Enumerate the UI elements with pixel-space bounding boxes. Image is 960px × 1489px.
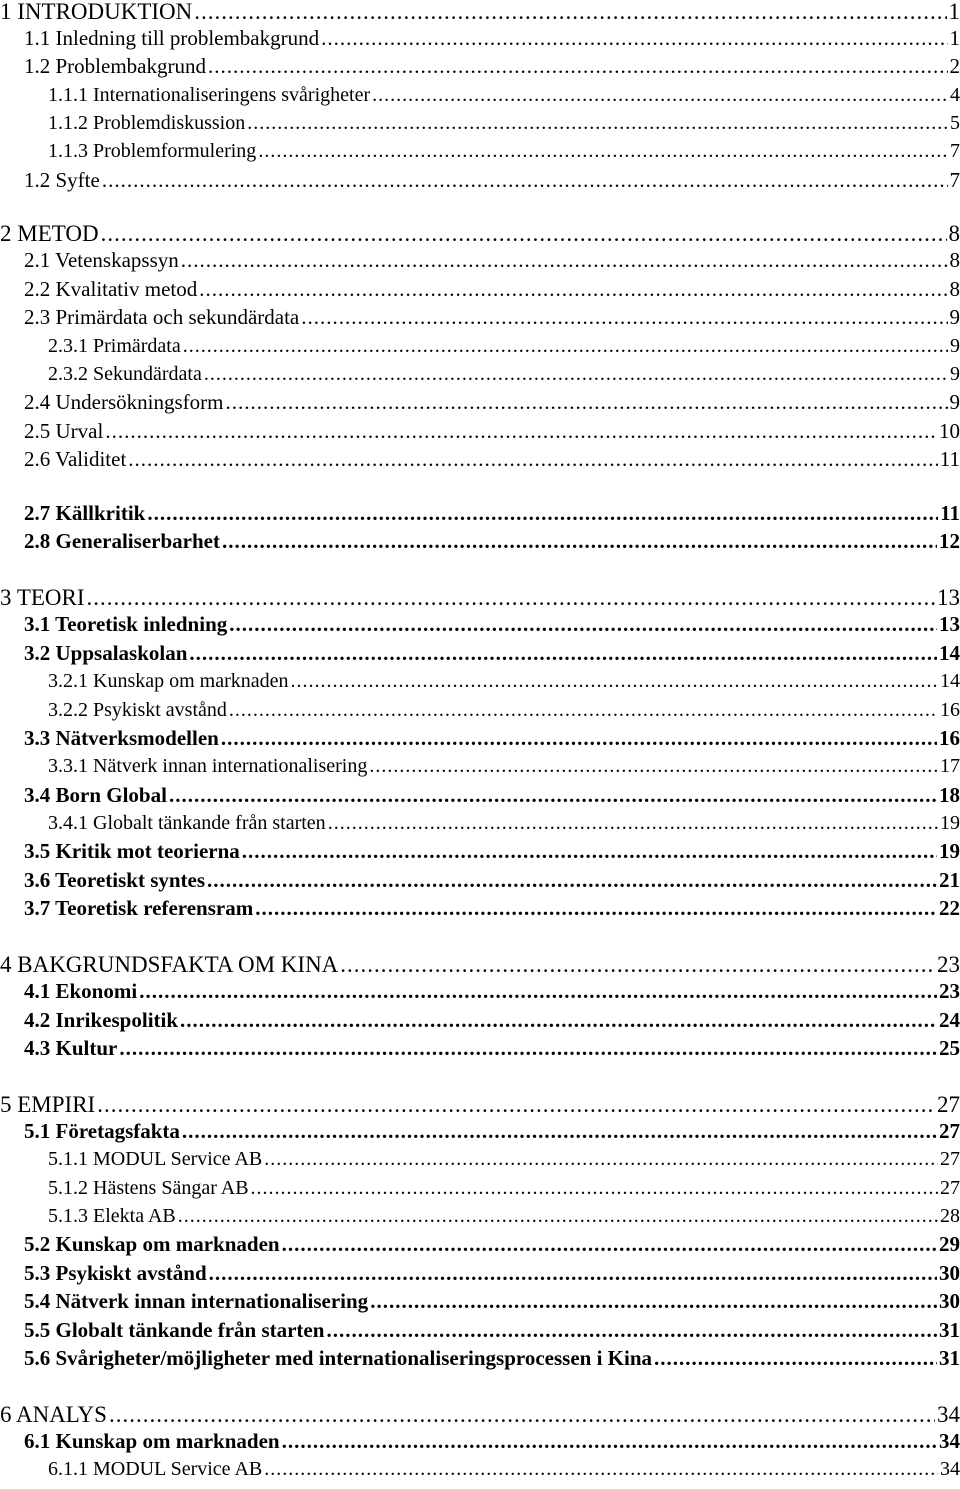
toc-entry-page-number: 30	[939, 1289, 960, 1313]
dot-leader	[199, 279, 947, 300]
toc-entry-page-number: 7	[949, 168, 960, 192]
toc-entry[interactable]	[0, 421, 960, 442]
dot-leader	[180, 1010, 937, 1031]
dot-leader	[139, 981, 937, 1002]
toc-entry[interactable]	[0, 813, 960, 833]
toc-entry-page-number: 9	[949, 305, 960, 329]
toc-entry-title: 3.2.1 Kunskap om marknaden	[48, 670, 289, 692]
toc-entry-page-number: 19	[940, 812, 960, 834]
dot-leader	[242, 841, 937, 862]
dot-leader	[301, 307, 947, 328]
toc-entry-page-number: 9	[949, 390, 960, 414]
toc-entry[interactable]	[0, 279, 960, 300]
toc-entry-page-number: 11	[940, 501, 960, 525]
toc-entry-title: 3.1 Teoretisk inledning	[24, 612, 228, 636]
toc-entry[interactable]	[0, 113, 960, 133]
toc-entry[interactable]	[0, 586, 960, 609]
toc-entry-title: 3.2.2 Psykiskt avstånd	[48, 699, 227, 721]
toc-entry-page-number: 25	[939, 1036, 960, 1060]
dot-leader	[169, 785, 937, 806]
toc-entry-title: 3.3 Nätverksmodellen	[24, 726, 219, 750]
toc-entry[interactable]	[0, 222, 960, 245]
toc-entry-page-number: 8	[949, 277, 960, 301]
toc-entry[interactable]	[0, 503, 960, 524]
dot-leader	[370, 1291, 937, 1312]
dot-leader	[251, 1178, 938, 1198]
toc-entry[interactable]	[0, 336, 960, 356]
toc-entry-title: 1.2 Problembakgrund	[24, 54, 206, 78]
toc-entry-page-number: 27	[940, 1177, 960, 1199]
toc-entry-title: 2.6 Validitet	[24, 447, 127, 471]
dot-leader	[119, 1038, 937, 1059]
toc-entry-title: 5.6 Svårigheter/möjligheter med internationaliseringsprocessen i Kina	[24, 1346, 653, 1370]
toc-entry[interactable]	[0, 898, 960, 919]
dot-leader	[372, 85, 948, 105]
dot-leader	[258, 141, 948, 161]
toc-entry-page-number: 9	[950, 363, 960, 385]
toc-entry-title: 2.4 Undersökningsform	[24, 390, 224, 414]
toc-entry-page-number: 28	[940, 1205, 960, 1227]
toc-entry[interactable]	[0, 1149, 960, 1169]
dot-leader	[102, 170, 948, 191]
toc-entry-title: 2 METOD	[0, 221, 99, 246]
toc-entry[interactable]	[0, 1291, 960, 1312]
toc-entry-title: 1.1 Inledning till problembakgrund	[24, 26, 320, 50]
toc-entry-title: 5.1.1 MODUL Service AB	[48, 1148, 263, 1170]
toc-entry[interactable]	[0, 170, 960, 191]
toc-entry-page-number: 31	[939, 1346, 960, 1370]
dot-leader	[291, 671, 938, 691]
toc-entry[interactable]	[0, 1038, 960, 1059]
dot-leader	[264, 1459, 938, 1479]
dot-leader	[207, 870, 937, 891]
toc-entry-title: 2.3.1 Primärdata	[48, 335, 181, 357]
toc-entry-page-number: 34	[937, 1402, 960, 1427]
toc-entry-page-number: 23	[937, 952, 960, 977]
dot-leader	[87, 586, 935, 609]
toc-entry[interactable]	[0, 1234, 960, 1255]
toc-entry-page-number: 27	[939, 1119, 960, 1143]
dot-leader	[221, 728, 937, 749]
toc-entry-page-number: 1	[948, 0, 960, 24]
toc-entry-title: 2.7 Källkritik	[24, 501, 146, 525]
dot-leader	[109, 1403, 935, 1426]
toc-entry[interactable]	[0, 1403, 960, 1426]
toc-entry-title: 5.1 Företagsfakta	[24, 1119, 180, 1143]
toc-entry[interactable]	[0, 1320, 960, 1341]
dot-leader	[369, 756, 938, 776]
toc-entry[interactable]	[0, 531, 960, 552]
dot-leader	[321, 28, 947, 49]
toc-entry[interactable]	[0, 756, 960, 776]
dot-leader	[204, 364, 948, 384]
toc-entry-title: 4 BAKGRUNDSFAKTA OM KINA	[0, 952, 339, 977]
toc-entry[interactable]	[0, 1263, 960, 1284]
toc-entry-page-number: 27	[937, 1092, 960, 1117]
toc-entry-title: 2.5 Urval	[24, 419, 104, 443]
dot-leader	[209, 1263, 937, 1284]
toc-entry-page-number: 24	[939, 1008, 960, 1032]
toc-entry-page-number: 16	[939, 726, 960, 750]
toc-entry-title: 4.1 Ekonomi	[24, 979, 138, 1003]
toc-entry[interactable]	[0, 1348, 960, 1369]
toc-entry-title: 3.5 Kritik mot teorierna	[24, 839, 240, 863]
dot-leader	[247, 113, 948, 133]
toc-entry[interactable]	[0, 870, 960, 891]
toc-entry-page-number: 2	[949, 54, 960, 78]
dot-leader	[183, 336, 948, 356]
toc-entry[interactable]	[0, 1431, 960, 1452]
dot-leader	[128, 449, 937, 470]
dot-leader	[222, 531, 937, 552]
toc-entry[interactable]	[0, 841, 960, 862]
toc-entry-title: 2.3.2 Sekundärdata	[48, 363, 202, 385]
toc-entry-title: 2.3 Primärdata och sekundärdata	[24, 305, 300, 329]
dot-leader	[194, 0, 946, 23]
toc-entry-title: 5.5 Globalt tänkande från starten	[24, 1318, 325, 1342]
toc-entry-title: 5.2 Kunskap om marknaden	[24, 1232, 280, 1256]
dot-leader	[178, 1206, 938, 1226]
toc-entry-page-number: 14	[939, 641, 960, 665]
toc-entry-title: 5.3 Psykiskt avstånd	[24, 1261, 207, 1285]
toc-entry-title: 5.4 Nätverk innan internationalisering	[24, 1289, 369, 1313]
dot-leader	[181, 250, 948, 271]
toc-entry-page-number: 17	[940, 755, 960, 777]
dot-leader	[225, 392, 947, 413]
toc-entry-title: 1.1.1 Internationaliseringens svårigheter	[48, 84, 371, 106]
toc-entry[interactable]	[0, 643, 960, 664]
toc-entry-title: 1.2 Syfte	[24, 168, 100, 192]
toc-entry-page-number: 1	[949, 26, 960, 50]
toc-entry-title: 5.1.2 Hästens Sängar AB	[48, 1177, 249, 1199]
toc-entry-page-number: 16	[940, 699, 960, 721]
dot-leader	[328, 813, 938, 833]
toc-entry[interactable]	[0, 1178, 960, 1198]
dot-leader	[264, 1149, 938, 1169]
dot-leader	[101, 222, 947, 245]
toc-entry-page-number: 23	[939, 979, 960, 1003]
toc-entry-page-number: 19	[939, 839, 960, 863]
toc-entry[interactable]	[0, 1093, 960, 1116]
toc-entry[interactable]	[0, 1010, 960, 1031]
dot-leader	[97, 1093, 935, 1116]
toc-entry-page-number: 27	[940, 1148, 960, 1170]
toc-entry[interactable]	[0, 728, 960, 749]
toc-entry-page-number: 21	[939, 868, 960, 892]
toc-entry[interactable]	[0, 28, 960, 49]
toc-entry-title: 3 TEORI	[0, 585, 85, 610]
dot-leader	[229, 700, 938, 720]
dot-leader	[105, 421, 937, 442]
toc-entry-page-number: 10	[939, 419, 960, 443]
toc-entry-title: 6.1 Kunskap om marknaden	[24, 1429, 280, 1453]
toc-entry[interactable]	[0, 449, 960, 470]
toc-entry-title: 2.2 Kvalitativ metod	[24, 277, 198, 301]
toc-entry-page-number: 12	[939, 529, 960, 553]
toc-entry-page-number: 8	[949, 248, 960, 272]
dot-leader	[229, 614, 937, 635]
toc-entry-title: 1.1.2 Problemdiskussion	[48, 112, 246, 134]
toc-entry[interactable]	[0, 56, 960, 77]
toc-entry[interactable]	[0, 785, 960, 806]
toc-entry[interactable]	[0, 1459, 960, 1479]
toc-entry-page-number: 5	[950, 112, 960, 134]
toc-entry[interactable]	[0, 614, 960, 635]
dot-leader	[189, 643, 937, 664]
dot-leader	[182, 1121, 937, 1142]
toc-entry[interactable]	[0, 0, 960, 23]
toc-entry-page-number: 34	[939, 1429, 960, 1453]
toc-entry-title: 3.4.1 Globalt tänkande från starten	[48, 812, 326, 834]
toc-entry-page-number: 22	[939, 896, 960, 920]
toc-entry-title: 1.1.3 Problemformulering	[48, 140, 257, 162]
toc-entry[interactable]	[0, 981, 960, 1002]
toc-entry-title: 5 EMPIRI	[0, 1092, 96, 1117]
dot-leader	[255, 898, 937, 919]
toc-entry-title: 3.7 Teoretisk referensram	[24, 896, 254, 920]
toc-entry-page-number: 11	[939, 447, 960, 471]
dot-leader	[326, 1320, 937, 1341]
toc-entry-title: 5.1.3 Elekta AB	[48, 1205, 176, 1227]
dot-leader	[654, 1348, 937, 1369]
dot-leader	[340, 953, 935, 976]
toc-entry-title: 4.3 Kultur	[24, 1036, 118, 1060]
toc-entry-page-number: 34	[940, 1458, 960, 1480]
toc-entry-page-number: 13	[937, 585, 960, 610]
toc-entry-page-number: 8	[948, 221, 960, 246]
toc-entry-page-number: 13	[939, 612, 960, 636]
toc-entry-page-number: 31	[939, 1318, 960, 1342]
toc-entry-title: 3.2 Uppsalaskolan	[24, 641, 188, 665]
toc-entry-page-number: 9	[950, 335, 960, 357]
toc-entry[interactable]	[0, 250, 960, 271]
toc-entry-title: 3.4 Born Global	[24, 783, 167, 807]
toc-entry[interactable]	[0, 671, 960, 691]
toc-entry-page-number: 7	[950, 140, 960, 162]
toc-entry[interactable]	[0, 307, 960, 328]
toc-entry-title: 3.6 Teoretiskt syntes	[24, 868, 206, 892]
toc-entry-title: 2.8 Generaliserbarhet	[24, 529, 220, 553]
toc-entry[interactable]	[0, 1206, 960, 1226]
toc-entry-page-number: 14	[940, 670, 960, 692]
toc-entry-page-number: 29	[939, 1232, 960, 1256]
toc-entry[interactable]	[0, 392, 960, 413]
toc-entry-title: 4.2 Inrikespolitik	[24, 1008, 179, 1032]
toc-entry-title: 1 INTRODUKTION	[0, 0, 193, 24]
dot-leader	[282, 1431, 937, 1452]
toc-entry[interactable]	[0, 700, 960, 720]
toc-entry[interactable]	[0, 141, 960, 161]
toc-entry-title: 6.1.1 MODUL Service AB	[48, 1458, 263, 1480]
toc-entry-page-number: 30	[939, 1261, 960, 1285]
toc-entry-title: 2.1 Vetenskapssyn	[24, 248, 179, 272]
toc-entry[interactable]	[0, 85, 960, 105]
dot-leader	[282, 1234, 937, 1255]
dot-leader	[147, 503, 938, 524]
dot-leader	[208, 56, 948, 77]
toc-entry[interactable]	[0, 953, 960, 976]
toc-entry-page-number: 18	[939, 783, 960, 807]
toc-entry[interactable]	[0, 364, 960, 384]
toc-entry-page-number: 4	[950, 84, 960, 106]
toc-entry-title: 6 ANALYS	[0, 1402, 107, 1427]
toc-entry[interactable]	[0, 1121, 960, 1142]
toc-entry-title: 3.3.1 Nätverk innan internationalisering	[48, 755, 368, 777]
